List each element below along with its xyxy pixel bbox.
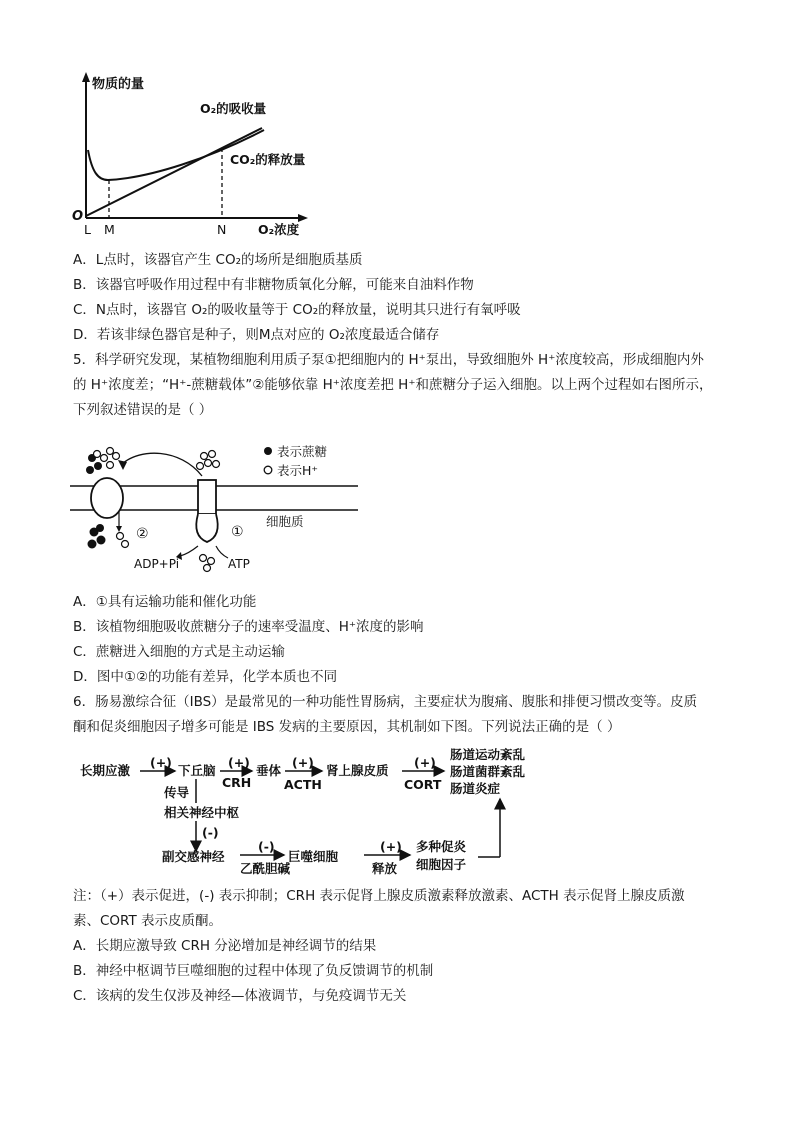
cort-label: CORT [404, 777, 442, 792]
minus-1: (-) [202, 825, 219, 840]
plus-1: (+) [150, 755, 172, 770]
q4-option-b: B．该器官呼吸作用过程中有非糖物质氧化分解，可能来自油料作物 [73, 277, 474, 293]
node-hypothalamus: 下丘脑 [178, 763, 216, 778]
node-vagus: 副交感神经 [162, 849, 225, 864]
label-pump-1: ① [231, 524, 244, 540]
q4-option-c: C．N点时，该器官 O₂的吸收量等于 CO₂的释放量，说明其只进行有氧呼吸 [73, 302, 521, 318]
minus-2: (-) [258, 839, 275, 854]
plus-4: (+) [414, 755, 436, 770]
q4-option-d: D．若该非绿色器官是种子，则M点对应的 O₂浓度最适合储存 [73, 327, 440, 343]
ibs-mechanism-diagram [80, 745, 550, 875]
tick-l: L [84, 222, 91, 237]
effect-inflammation: 肠道炎症 [450, 781, 501, 796]
q6-stem-line1: 6．肠易激综合征（IBS）是最常见的一种功能性胃肠病，主要症状为腹痛、腹胀和排便习惯改变等。皮质 [73, 694, 698, 710]
release-label: 释放 [372, 861, 398, 875]
label-adp: ADP+Pi [134, 557, 180, 571]
acth-label: ACTH [284, 777, 322, 792]
origin-label: O [72, 209, 84, 224]
proton-pump-diagram [70, 436, 360, 578]
q5-option-c: C．蔗糖进入细胞的方式是主动运输 [73, 644, 285, 660]
q6-note-line1: 注：（+）表示促进，(-) 表示抑制；CRH 表示促肾上腺皮质激素释放激素、ACTH 表示促肾上腺皮质激 [73, 888, 685, 904]
node-pituitary: 垂体 [256, 763, 282, 778]
crh-label: CRH [222, 775, 252, 790]
legend-h: 表示H⁺ [277, 463, 318, 478]
respiration-graph [70, 68, 320, 240]
co2-curve-label: CO₂的释放量 [230, 152, 306, 167]
tick-m: M [104, 222, 115, 237]
node-macrophage: 巨噬细胞 [288, 849, 339, 864]
node-cytokine-1: 多种促炎 [416, 839, 467, 854]
node-stress: 长期应激 [80, 763, 131, 778]
node-adrenal: 肾上腺皮质 [326, 763, 389, 778]
conduct-label: 传导 [164, 785, 190, 800]
q6-option-b: B．神经中枢调节巨噬细胞的过程中体现了负反馈调节的机制 [73, 963, 434, 979]
q6-note-line2: 素、CORT 表示皮质酮。 [73, 913, 222, 929]
label-carrier-2: ② [136, 526, 149, 542]
y-axis-label: 物质的量 [92, 77, 145, 92]
o2-curve-label: O₂的吸收量 [200, 101, 267, 116]
tick-n: N [217, 222, 227, 237]
q5-stem-line1: 5．科学研究发现，某植物细胞利用质子泵①把细胞内的 H⁺泵出，导致细胞外 H⁺浓度较高，形成细胞内外 [73, 352, 704, 368]
q6-stem-line2: 酮和促炎细胞因子增多可能是 IBS 发病的主要原因，其机制如下图。下列说法正确的是（ ） [73, 719, 621, 735]
label-cytoplasm: 细胞质 [266, 514, 304, 529]
effect-motility: 肠道运动紊乱 [450, 747, 526, 762]
plus-5: (+) [380, 839, 402, 854]
legend-sucrose: 表示蔗糖 [277, 444, 328, 459]
plus-3: (+) [292, 755, 314, 770]
q5-option-a: A．①具有运输功能和催化功能 [73, 594, 257, 610]
q5-option-d: D．图中①②的功能有差异，化学本质也不同 [73, 669, 338, 685]
q6-option-c: C．该病的发生仅涉及神经—体液调节，与免疫调节无关 [73, 988, 407, 1004]
label-atp: ATP [228, 557, 250, 571]
q4-option-a: A．L点时，该器官产生 CO₂的场所是细胞质基质 [73, 252, 363, 268]
node-cytokine-2: 细胞因子 [416, 857, 467, 872]
ach-label: 乙酰胆碱 [240, 861, 291, 875]
node-center: 相关神经中枢 [164, 805, 240, 820]
q6-option-a: A．长期应激导致 CRH 分泌增加是神经调节的结果 [73, 938, 377, 954]
effect-flora: 肠道菌群紊乱 [450, 764, 526, 779]
x-axis-label: O₂浓度 [258, 222, 300, 237]
q5-stem-line3: 下列叙述错误的是（ ） [73, 402, 213, 418]
q5-stem-line2: 的 H⁺浓度差；“H⁺-蔗糖载体”②能够依靠 H⁺浓度差把 H⁺和蔗糖分子运入细胞。以上两个过程如右图所示， [73, 377, 713, 393]
q5-option-b: B．该植物细胞吸收蔗糖分子的速率受温度、H⁺浓度的影响 [73, 619, 424, 635]
plus-2: (+) [228, 755, 250, 770]
